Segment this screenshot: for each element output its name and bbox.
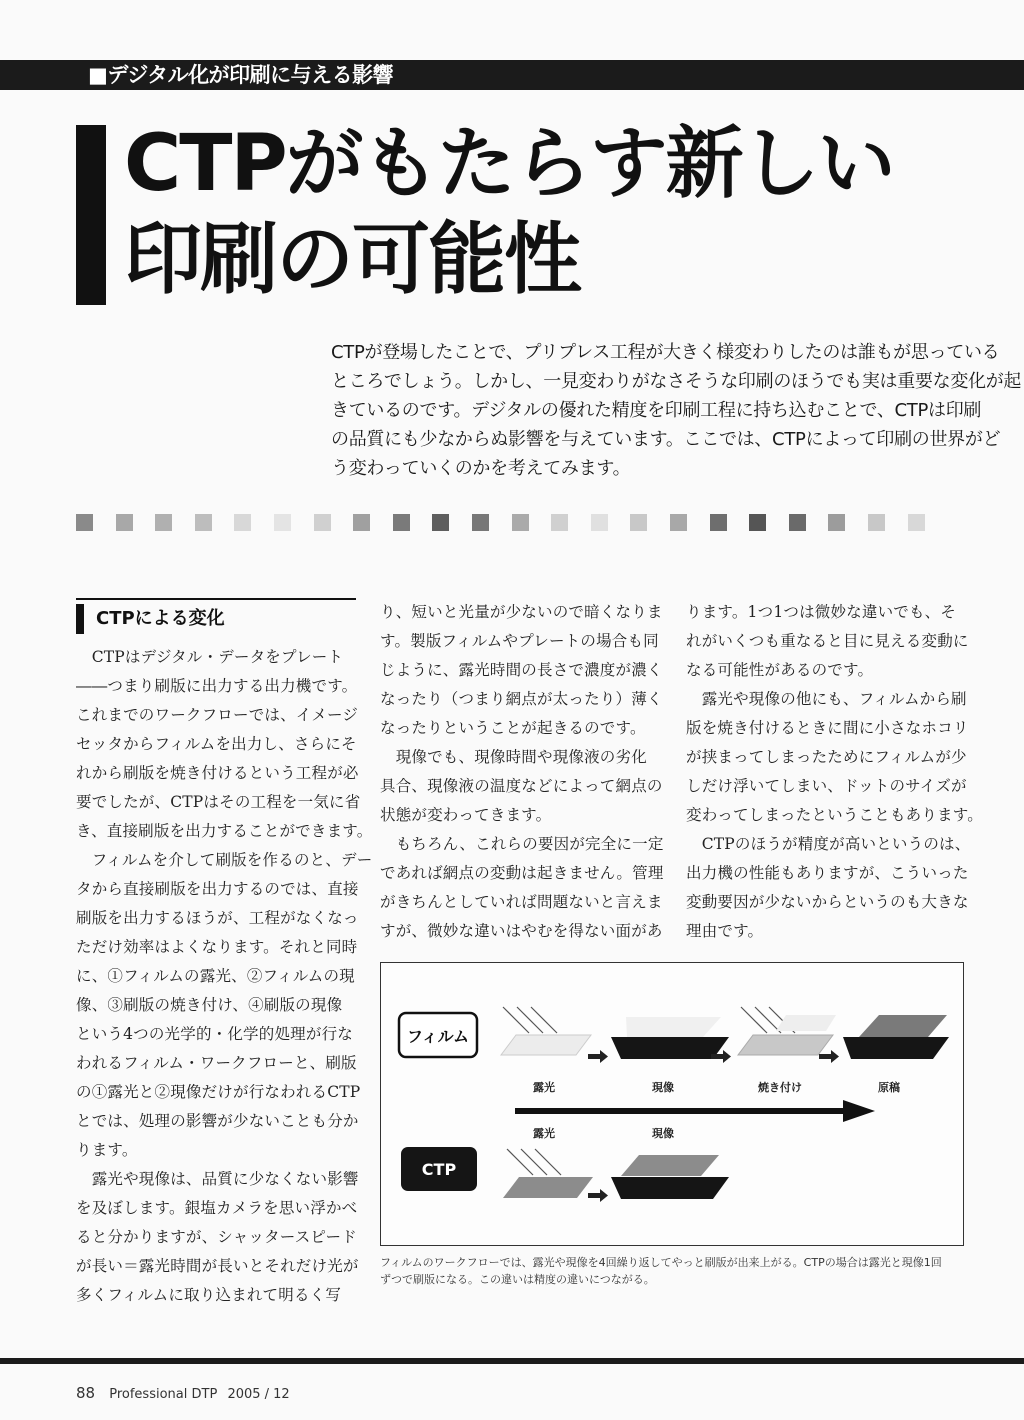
film-step-label: 現像: [652, 1081, 674, 1094]
body-line: れから刷版を焼き付けるという工程が必: [76, 764, 359, 782]
ctp-step-label: 露光: [533, 1127, 555, 1140]
decorative-square: [314, 514, 331, 531]
body-line: タから直接刷版を出力するのでは、直接: [76, 880, 359, 898]
body-line: もちろん、これらの要因が完全に一定: [380, 835, 664, 853]
ctp-developed-plate: [611, 1177, 729, 1199]
body-column-3: [686, 598, 983, 946]
body-line: 多くフィルムに取り込まれて明るく写: [76, 1286, 342, 1304]
original-sheet: [859, 1015, 947, 1037]
workflow-diagram: [381, 963, 965, 1247]
page-number: 88: [76, 1384, 96, 1402]
body-line: セッタからフィルムを出力し、さらにそ: [76, 735, 357, 753]
body-column-1: [76, 643, 372, 1310]
ctp-label: CTP: [421, 1160, 457, 1179]
section-heading-rule: [76, 598, 356, 600]
lead-line: う変わっていくのかを考えてみます。: [331, 458, 631, 479]
exposure-rays-1: [503, 1007, 557, 1033]
body-line: がきちんとしていれば問題ないと言えま: [380, 893, 663, 911]
decorative-square: [551, 514, 568, 531]
section-heading-text: CTPによる変化: [96, 608, 225, 629]
decorative-square: [868, 514, 885, 531]
body-line: り、短いと光量が少ないので暗くなりま: [380, 603, 663, 621]
body-line: 理由です。: [686, 922, 764, 940]
body-line: 変動要因が少ないからというのも大きな: [686, 893, 969, 911]
body-line: なったりということが起きるのです。: [380, 719, 646, 737]
body-line: 露光や現像の他にも、フィルムから刷: [686, 690, 967, 708]
section-heading-bar: [76, 604, 84, 634]
body-line: 要でしたが、CTPはその工程を一気に省: [76, 793, 361, 811]
decorative-square: [591, 514, 608, 531]
body-line: CTPのほうが精度が高いというのは、: [686, 835, 971, 853]
decorative-square: [116, 514, 133, 531]
page-title: [124, 116, 894, 308]
film-exposure-sheet: [501, 1035, 591, 1055]
step-arrow: [588, 1189, 608, 1202]
figure-caption: [380, 1254, 980, 1288]
body-line: とでは、処理の影響が少ないことも分か: [76, 1112, 359, 1130]
film-develop-shadow: [626, 1017, 721, 1037]
issue-date: 2005 / 12: [227, 1387, 290, 1402]
body-line: 変わってしまったということもあります。: [686, 806, 983, 824]
ctp-exposure-plate: [503, 1177, 593, 1198]
caption-line: ずつで刷版になる。この違いは精度の違いにつながる。: [380, 1273, 655, 1286]
body-line: ります。: [76, 1141, 138, 1159]
decorative-square: [393, 514, 410, 531]
body-line: なったり（つまり網点が太ったり）薄く: [380, 690, 663, 708]
body-line: が挟まってしまったためにフィルムが少: [686, 748, 967, 766]
ctp-developed-sheet: [621, 1155, 719, 1176]
body-line: という4つの光学的・化学的処理が行な: [76, 1025, 353, 1043]
flow-arrow: [515, 1100, 875, 1122]
body-line: に、①フィルムの露光、②フィルムの現: [76, 967, 355, 985]
body-line: れがいくつも重なると目に見える変動に: [686, 632, 969, 650]
body-line: 像、③刷版の焼き付け、④刷版の現像: [76, 996, 343, 1014]
body-line: き、直接刷版を出力することができます。: [76, 822, 373, 840]
decorative-square: [630, 514, 647, 531]
lead-line: の品質にも少なからぬ影響を与えています。ここでは、CTPによって印刷の世界がど: [331, 429, 1001, 450]
film-step-label: 露光: [533, 1081, 555, 1094]
film-step-label: 原稿: [878, 1081, 900, 1094]
step-arrow: [819, 1050, 839, 1063]
decorative-square: [472, 514, 489, 531]
decorative-square: [155, 514, 172, 531]
body-line: 具合、現像液の温度などによって網点の: [380, 777, 663, 795]
body-line: 現像でも、現像時間や現像液の劣化: [380, 748, 647, 766]
decorative-square: [76, 514, 93, 531]
body-line: フィルムを介して刷版を作るのと、デー: [76, 851, 373, 869]
step-arrow: [588, 1050, 608, 1063]
body-line: CTPはデジタル・データをプレート: [76, 648, 344, 666]
title-line-1: CTPがもたらす新しい: [124, 119, 894, 209]
caption-line: フィルムのワークフローでは、露光や現像を4回繰り返してやっと刷版が出来上がる。CTPの場合は露光と現像1回: [380, 1256, 942, 1269]
ctp-step-label: 現像: [652, 1127, 674, 1140]
original-plate: [843, 1037, 949, 1059]
body-line: 状態が変わってきます。: [380, 806, 552, 824]
body-line: しだけ浮いてしまい、ドットのサイズが: [686, 777, 967, 795]
burn-light-sheet: [776, 1015, 836, 1031]
lead-line: きているのです。デジタルの優れた精度を印刷工程に持ち込むことで、CTPは印刷: [331, 400, 982, 421]
workflow-figure: [380, 962, 964, 1246]
body-line: ただけ効率はよくなります。それと同時: [76, 938, 358, 956]
decorative-square: [274, 514, 291, 531]
magazine-name: Professional DTP: [109, 1387, 218, 1402]
body-line: 刷版を出力するほうが、工程がなくなっ: [76, 909, 359, 927]
body-line: じように、露光時間の長さで濃度が濃く: [380, 661, 663, 679]
burn-sheet: [738, 1035, 833, 1055]
ctp-exposure-rays: [507, 1149, 561, 1175]
page-footer: [76, 1384, 290, 1402]
decorative-square: [432, 514, 449, 531]
lead-line: ところでしょう。しかし、一見変わりがなさそうな印刷のほうでも実は重要な変化が起: [331, 371, 1022, 392]
lead-paragraph: [331, 338, 1022, 483]
body-line: 露光や現像は、品質に少なくない影響: [76, 1170, 359, 1188]
body-line: であれば網点の変動は起きません。管理: [380, 864, 664, 882]
body-line: なる可能性があるのです。: [686, 661, 874, 679]
body-line: を及ぼします。銀塩カメラを思い浮かべ: [76, 1199, 358, 1217]
body-line: す。製版フィルムやプレートの場合も同: [380, 632, 659, 650]
footer-rule: [0, 1358, 1024, 1364]
title-accent-bar: [76, 125, 106, 305]
film-step-label: 焼き付け: [758, 1081, 802, 1094]
decorative-square: [789, 514, 806, 531]
decorative-square: [195, 514, 212, 531]
body-line: 出力機の性能もありますが、こういった: [686, 864, 969, 882]
decorative-square: [670, 514, 687, 531]
decorative-square: [353, 514, 370, 531]
body-line: ると分かりますが、シャッタースピード: [76, 1228, 357, 1246]
body-line: が長い＝露光時間が長いとそれだけ光が: [76, 1257, 359, 1275]
body-column-2: [380, 598, 664, 946]
body-line: ります。1つ1つは微妙な違いでも、そ: [686, 603, 957, 621]
body-line: これまでのワークフローでは、イメージ: [76, 706, 359, 724]
decorative-square: [749, 514, 766, 531]
body-line: ――つまり刷版に出力する出力機です。: [76, 677, 358, 695]
title-line-2: 印刷の可能性: [124, 215, 581, 305]
film-label: フィルム: [406, 1027, 470, 1046]
section-heading: [76, 598, 356, 634]
decorative-square: [828, 514, 845, 531]
category-label: ■デジタル化が印刷に与える影響: [88, 63, 394, 87]
decorative-square: [512, 514, 529, 531]
body-line: 版を焼き付けるときに間に小さなホコリ: [686, 719, 969, 737]
decorative-square: [710, 514, 727, 531]
body-line: の①露光と②現像だけが行なわれるCTP: [76, 1083, 361, 1101]
body-line: すが、微妙な違いはやむを得ない面があ: [380, 922, 663, 940]
decorative-square-row: [76, 514, 976, 532]
decorative-square: [908, 514, 925, 531]
decorative-square: [234, 514, 251, 531]
lead-line: CTPが登場したことで、プリプレス工程が大きく様変わりしたのは誰もが思っている: [331, 342, 1000, 363]
body-line: われるフィルム・ワークフローと、刷版: [76, 1054, 357, 1072]
